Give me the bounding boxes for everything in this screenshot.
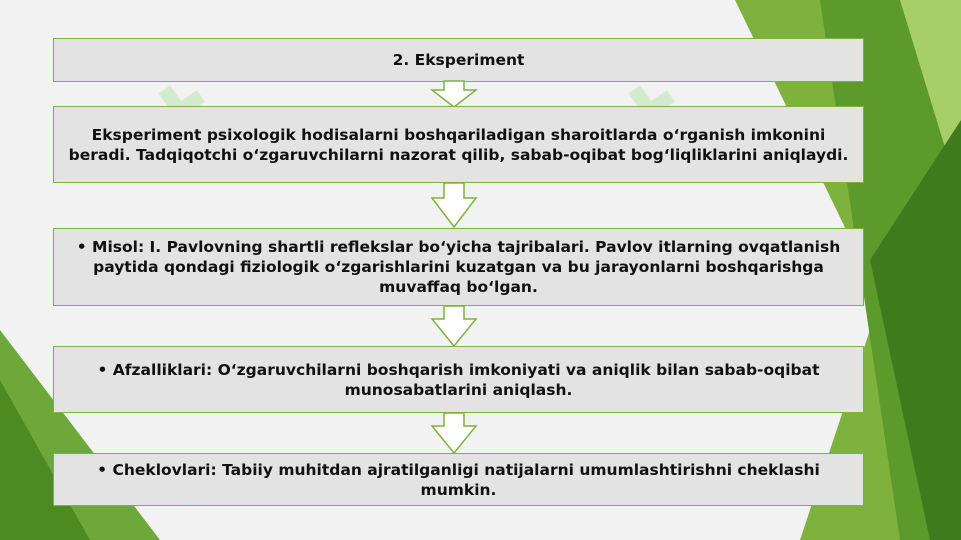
title-box xyxy=(53,38,864,82)
example-text: • Misol: I. Pavlovning shartli reflekslar bo‘yicha tajribalari. Pavlov itlarning ovqatlanish paytida qondagi fiziologik o‘zgarishlarini kuzatgan va bu jarayonlarni boshqarishga muvaffaq bo‘lgan. xyxy=(76,238,841,296)
down-arrow-icon xyxy=(430,412,478,454)
definition-text: Eksperiment psixologik hodisalarni boshqariladigan sharoitlarda o‘rganish imkonini beradi. Tadqiqotchi o‘zgaruvchilarni nazorat qilib, sabab-oqibat bog‘liqliklarini aniqlaydi. xyxy=(68,125,849,164)
example-box xyxy=(53,228,864,306)
limitations-box xyxy=(53,453,864,506)
advantages-text: • Afzalliklari: O‘zgaruvchilarni boshqarish imkoniyati va aniqlik bilan sabab-oqibat munosabatlarini aniqlash. xyxy=(97,360,820,399)
down-arrow-icon xyxy=(430,305,478,347)
definition-box xyxy=(53,106,864,183)
down-arrow-icon xyxy=(430,80,478,108)
limitations-text: • Cheklovlari: Tabiiy muhitdan ajratilganligi natijalarni umumlashtirishni cheklashi mumkin. xyxy=(97,460,820,499)
advantages-box xyxy=(53,346,864,413)
title-text: 2. Eksperiment xyxy=(392,51,525,69)
down-arrow-icon xyxy=(430,182,478,228)
